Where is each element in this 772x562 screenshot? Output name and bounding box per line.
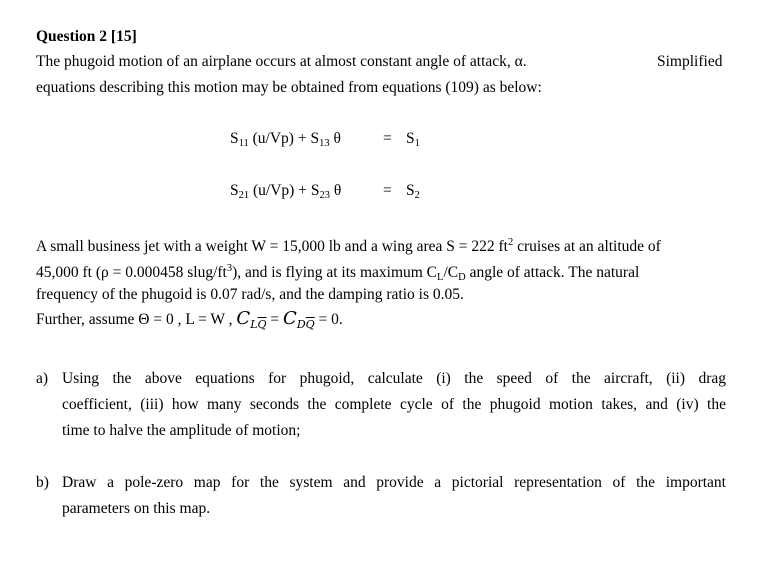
equation-2 [230, 181, 341, 206]
intro-line-1-end-text: Simplified [657, 53, 723, 70]
eq1-rhs-subscript: 1 [414, 138, 420, 149]
cd-q-coefficient: C [283, 308, 297, 329]
body-line-2-mid: ), and is flying at its maximum C [232, 264, 438, 281]
cd-q-subscript-d: D [296, 318, 306, 331]
equation-1-equals: = [383, 130, 392, 147]
eq2-rhs-symbol: S [406, 182, 415, 199]
cl-q-coefficient: C [236, 308, 251, 329]
body-line-1-end: cruises at an altitude of [513, 238, 661, 255]
part-a-line-3: time to halve the amplitude of motion; [62, 422, 301, 439]
part-a-line-2: coefficient, (iii) how many seconds the complete cycle of the phugoid motion takes, and (iv) the [62, 396, 726, 413]
body-line-1-text: A small business jet with a weight W = 15,000 lb and a wing area S = 222 ft [36, 238, 508, 255]
eq1-rhs-symbol: S [406, 130, 415, 147]
assumption-equals: = [266, 311, 284, 328]
eq2-s-symbol: S [230, 182, 239, 199]
equation-2-equals: = [383, 182, 392, 199]
eq1-s-symbol: S [230, 130, 239, 147]
assumption-end: = 0. [314, 311, 343, 328]
intro-line-1 [36, 52, 527, 72]
cl-q-subscript-qbar: Q [257, 318, 267, 331]
eq1-s-subscript: 11 [238, 138, 249, 149]
question-title: Question 2 [15] [36, 28, 137, 45]
part-a-label: a) [36, 370, 49, 387]
part-b-line-1: Draw a pole-zero map for the system and provide a pictorial representation of the important [62, 474, 726, 491]
eq1-s13-subscript: 13 [319, 138, 330, 149]
eq2-theta: θ [329, 182, 342, 199]
assumption-text: Further, assume Θ = 0 , L = W , [36, 311, 237, 328]
cd-q-subscript-qbar: Q [305, 318, 315, 331]
body-line-2 [36, 259, 639, 288]
body-line-1 [36, 233, 661, 257]
intro-line-2: equations describing this motion may be obtained from equations (109) as below: [36, 79, 542, 96]
body-line-2-slash: /C [443, 264, 459, 281]
body-line-2-text: 45,000 ft (ρ = 0.000458 slug/ft [36, 264, 227, 281]
eq2-rhs-subscript: 2 [414, 190, 420, 201]
eq1-term1: (u/Vp) + S [248, 130, 320, 147]
cl-subscript: L [437, 272, 444, 283]
part-b-label: b) [36, 474, 49, 491]
intro-line-1-text: The phugoid motion of an airplane occurs at almost constant angle of attack, α. [36, 53, 527, 70]
intro-line-1-end [657, 52, 722, 72]
body-line-4 [36, 309, 343, 335]
cd-subscript: D [458, 272, 466, 283]
body-line-3: frequency of the phugoid is 0.07 rad/s, and the damping ratio is 0.05. [36, 286, 464, 303]
part-a-line-1: Using the above equations for phugoid, calculate (i) the speed of the aircraft, (ii) drag [62, 370, 726, 387]
part-b-line-2: parameters on this map. [62, 500, 211, 517]
eq1-theta: θ [329, 130, 341, 147]
density-unit-superscript: 3 [226, 263, 233, 274]
area-unit-superscript: 2 [507, 237, 514, 248]
equation-1 [230, 129, 341, 154]
body-line-2-end: angle of attack. The natural [465, 264, 640, 281]
eq2-s-subscript: 21 [238, 190, 250, 201]
cl-q-subscript-l: L [250, 318, 258, 331]
eq2-s23-subscript: 23 [319, 190, 330, 201]
equation-2-rhs [406, 181, 420, 206]
eq2-term1: (u/Vp) + S [249, 182, 320, 199]
equation-1-rhs [406, 129, 420, 154]
